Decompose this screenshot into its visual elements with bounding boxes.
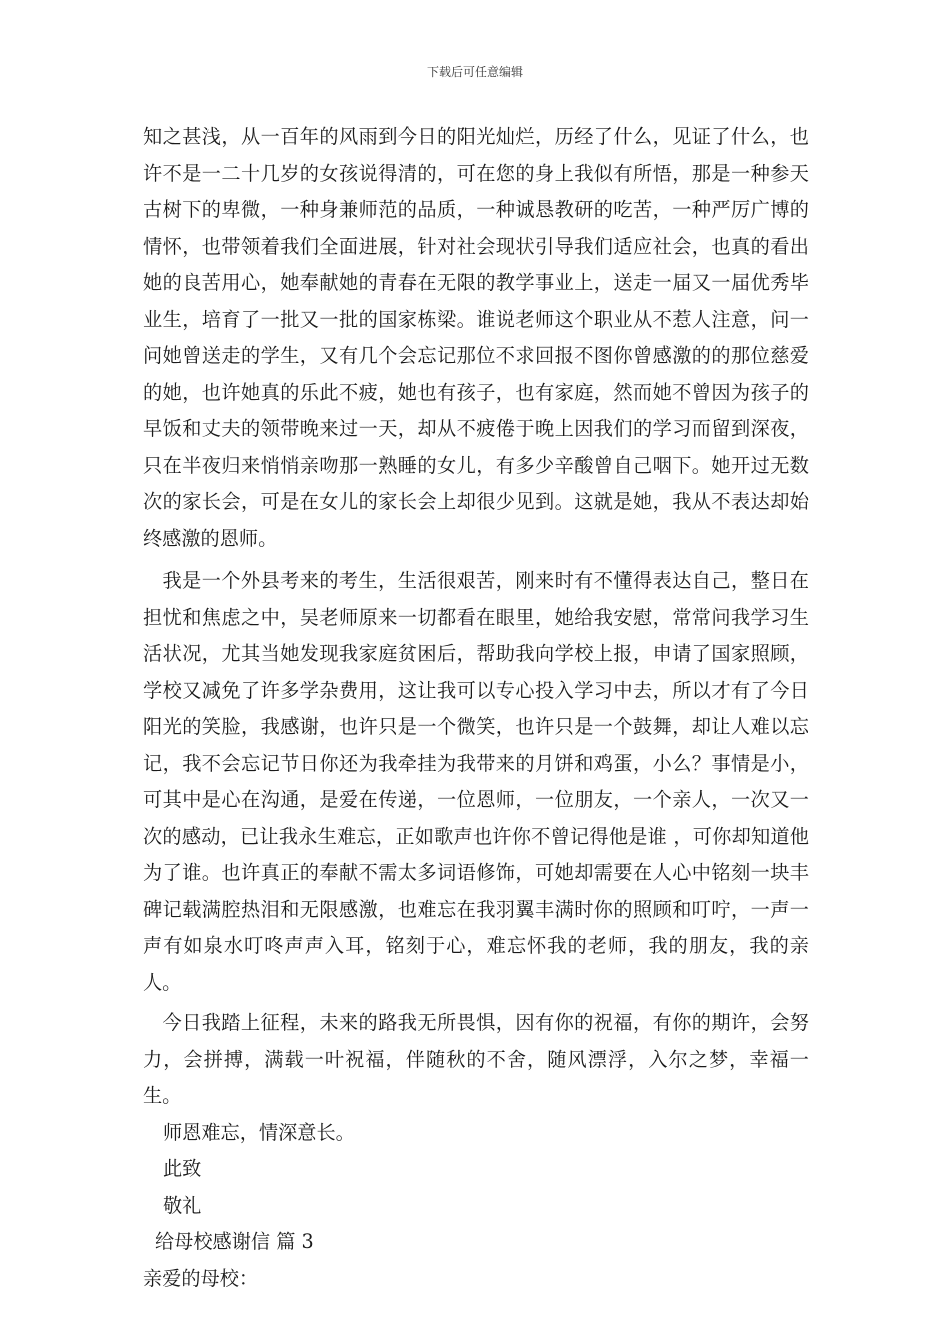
letter-greeting: 亲爱的母校： [143, 1266, 259, 1290]
paragraph-farewell: 今日我踏上征程，未来的路我无所畏惧，因有你的祝福，有你的期许，会努力，会拼搏，满载一叶祝福，伴随秋的不舍，随风漂浮，入尔之梦，幸福一生。 [143, 1011, 809, 1107]
paragraph-motto: 师恩难忘，情深意长。 [163, 1120, 355, 1144]
closing-jing-li: 敬礼 [163, 1193, 202, 1217]
paragraph-student-story: 我是一个外县考来的考生，生活很艰苦，刚来时有不懂得表达自己，整日在担忧和焦虑之中，吴老师原来一切都看在眼里，她给我安慰，常常问我学习生活状况，尤其当她发现我家庭贫困后，帮助我向学校上报，申请了国家照顾，学校又减免了许多学杂费用，这让我可以专心投入学习中去，所以才有了今日阳光的笑脸，我感谢，也许只是一个微笑，也许只是一个鼓舞，却让人难以忘记，我不会忘记节日你还为我牵挂为我带来的月饼和鸡蛋，小么？事情是小，可其中是心在沟通，是爱在传递，一位恩师，一位朋友，一个亲人，一次又一次的感动，已让我永生难忘，正如歌声也许你不曾记得他是谁 ，可你却知道他为了谁。也许真正的奉献不需太多词语修饰，可她却需要在人心中铭刻一块丰碑记载满腔热泪和无限感激，也难忘在我羽翼丰满时你的照顾和叮咛，一声一声有如泉水叮咚声声入耳，铭刻于心，难忘怀我的老师，我的朋友，我的亲人。 [143, 569, 809, 994]
section-title: 给母校感谢信 篇 3 [155, 1230, 314, 1253]
document-body [143, 119, 809, 1297]
page-header-note: 下载后可任意编辑 [426, 65, 523, 79]
closing-ci-zhi: 此致 [163, 1157, 202, 1180]
paragraph-continued: 知之甚浅，从一百年的风雨到今日的阳光灿烂，历经了什么，见证了什么，也许不是一二十几岁的女孩说得清的，可在您的身上我似有所悟，那是一种参天古树下的卑微，一种身兼师范的品质，一种诚恳教研的吃苦，一种严厉广博的情怀，也带领着我们全面进展，针对社会现状引导我们适应社会，也真的看出她的良苦用心，她奉献她的青春在无限的教学事业上，送走一届又一届优秀毕业生，培育了一批又一批的国家栋梁。谁说老师这个职业从不惹人注意，问一问她曾送走的学生，又有几个会忘记那位不求回报不图你曾感激的的那位慈爱的她，也许她真的乐此不疲，她也有孩子，也有家庭，然而她不曾因为孩子的早饭和丈夫的领带晚来过一天，却从不疲倦于晚上因我们的学习而留到深夜，只在半夜归来悄悄亲吻那一熟睡的女儿，有多少辛酸曾自己咽下。她开过无数次的家长会，可是在女儿的家长会上却很少见到。这就是她，我从不表达却始终感激的恩师。 [143, 125, 809, 550]
